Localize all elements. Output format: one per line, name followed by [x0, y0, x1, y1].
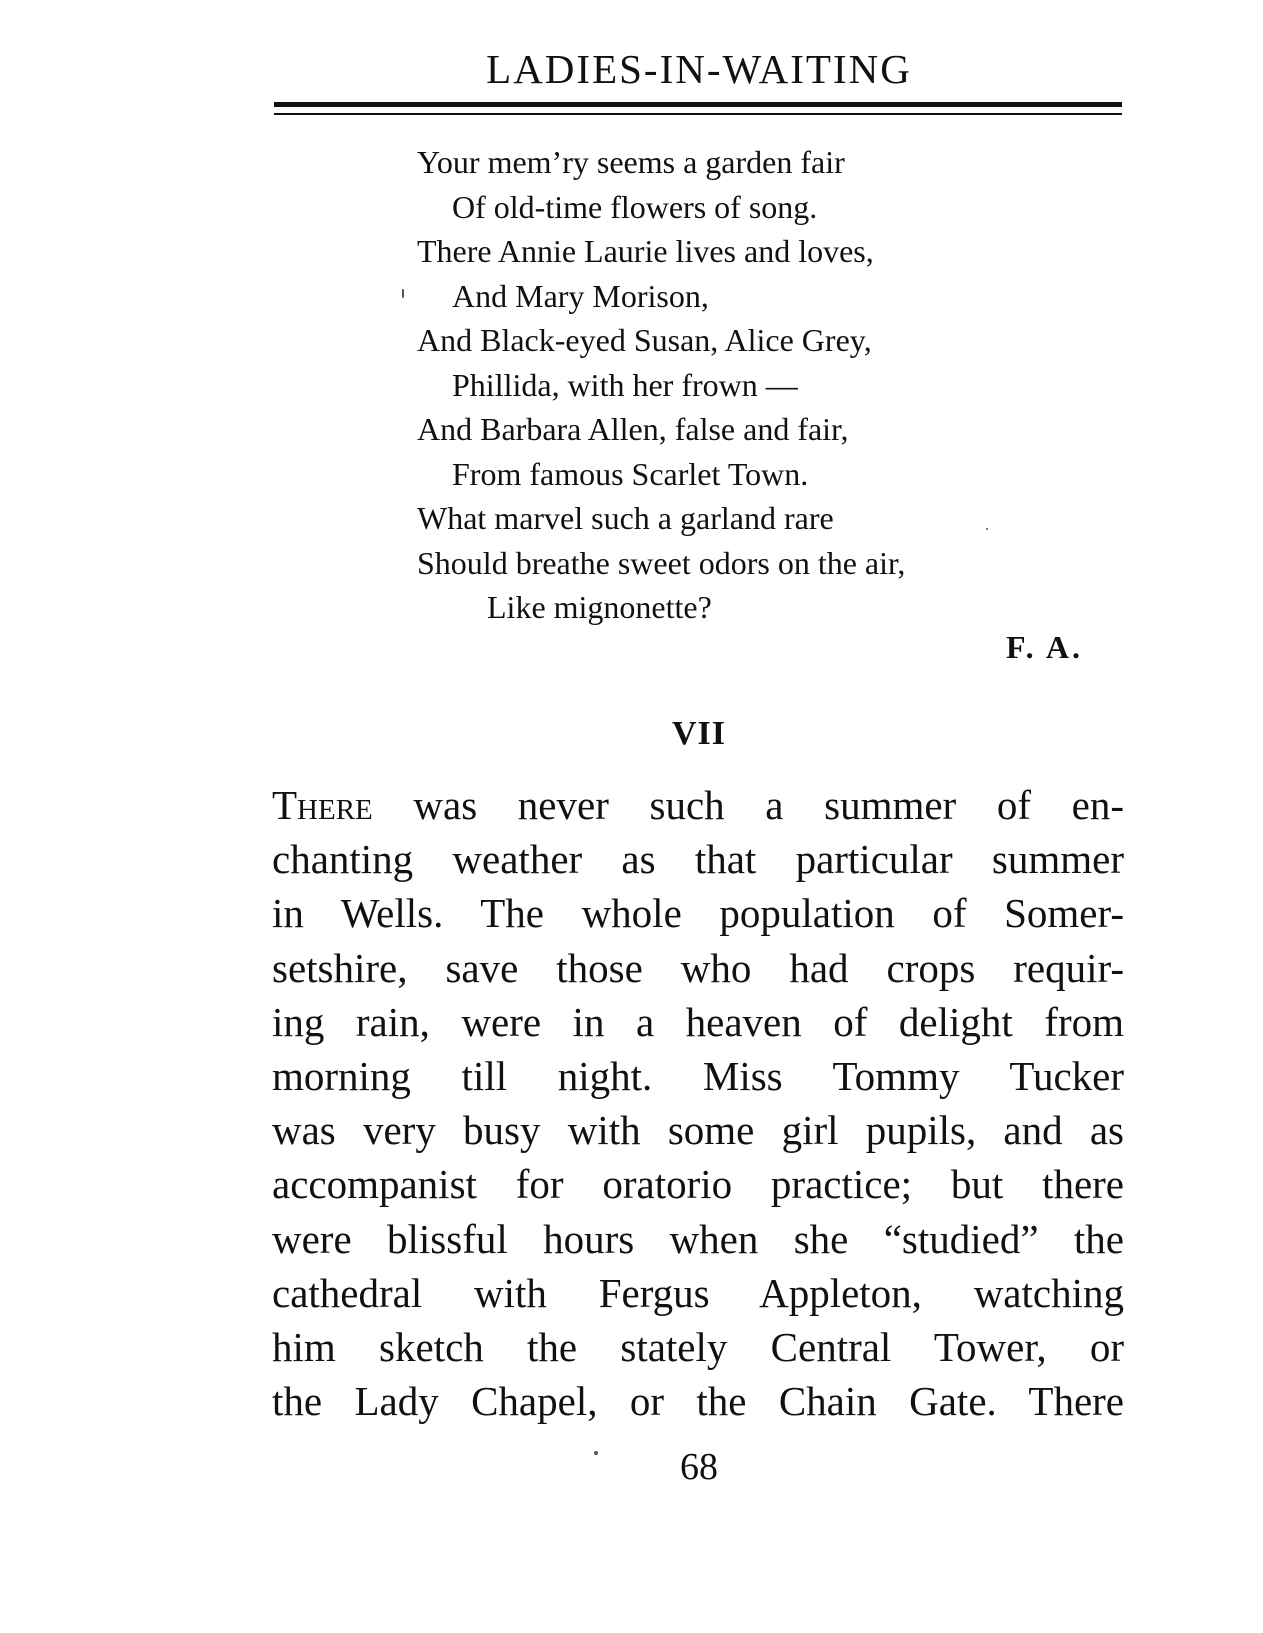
scan-speck	[986, 528, 988, 530]
scan-speck	[594, 1451, 598, 1455]
poem	[417, 140, 1097, 630]
body-line: ing rain, were in a heaven of delight from	[272, 998, 1124, 1045]
poem-line: Of old-time flowers of song.	[452, 188, 818, 225]
opening-word: There	[272, 782, 373, 828]
body-line: morning till night. Miss Tommy Tucker	[272, 1052, 1124, 1099]
poem-line: And Mary Morison,	[452, 277, 709, 314]
poem-line: Phillida, with her frown —	[452, 366, 798, 403]
body-line: were blissful hours when she “studied” the	[272, 1215, 1124, 1262]
poem-line: Should breathe sweet odors on the air,	[417, 544, 906, 581]
poem-line: And Black-eyed Susan, Alice Grey,	[417, 322, 872, 358]
poem-line: Like mignonette?	[487, 589, 712, 625]
poem-line: And Barbara Allen, false and fair,	[417, 411, 849, 447]
body-line: cathedral with Fergus Appleton, watching	[272, 1269, 1124, 1316]
poem-line: From famous Scarlet Town.	[452, 455, 809, 492]
page-number: 68	[680, 1446, 718, 1488]
body-line: in Wells. The whole population of Somer-	[272, 890, 1124, 937]
body-line: was very busy with some girl pupils, and as	[272, 1107, 1124, 1154]
poem-line: Your mem’ry seems a garden fair	[417, 144, 845, 180]
poem-signature: F. A.	[1006, 629, 1083, 665]
body-line: accompanist for oratorio practice; but there	[272, 1161, 1124, 1208]
body-line	[272, 778, 1124, 832]
body-line: the Lady Chapel, or the Chain Gate. There	[272, 1378, 1124, 1425]
body-line-text: was never such a summer of en-	[372, 782, 1124, 828]
running-head-title: LADIES-IN-WAITING	[486, 46, 912, 92]
body-line: him sketch the stately Central Tower, or	[272, 1323, 1124, 1370]
poem-line: What marvel such a garland rare	[417, 500, 834, 536]
body-line: setshire, save those who had crops requir-	[272, 944, 1124, 991]
body-paragraph	[272, 778, 1124, 1428]
header-rule-thin	[274, 113, 1122, 115]
header-rule-thick	[274, 102, 1122, 107]
scan-speck	[402, 289, 404, 298]
body-line: chanting weather as that particular summer	[272, 836, 1124, 883]
chapter-number: VII	[671, 715, 727, 752]
poem-line: There Annie Laurie lives and loves,	[417, 233, 874, 269]
